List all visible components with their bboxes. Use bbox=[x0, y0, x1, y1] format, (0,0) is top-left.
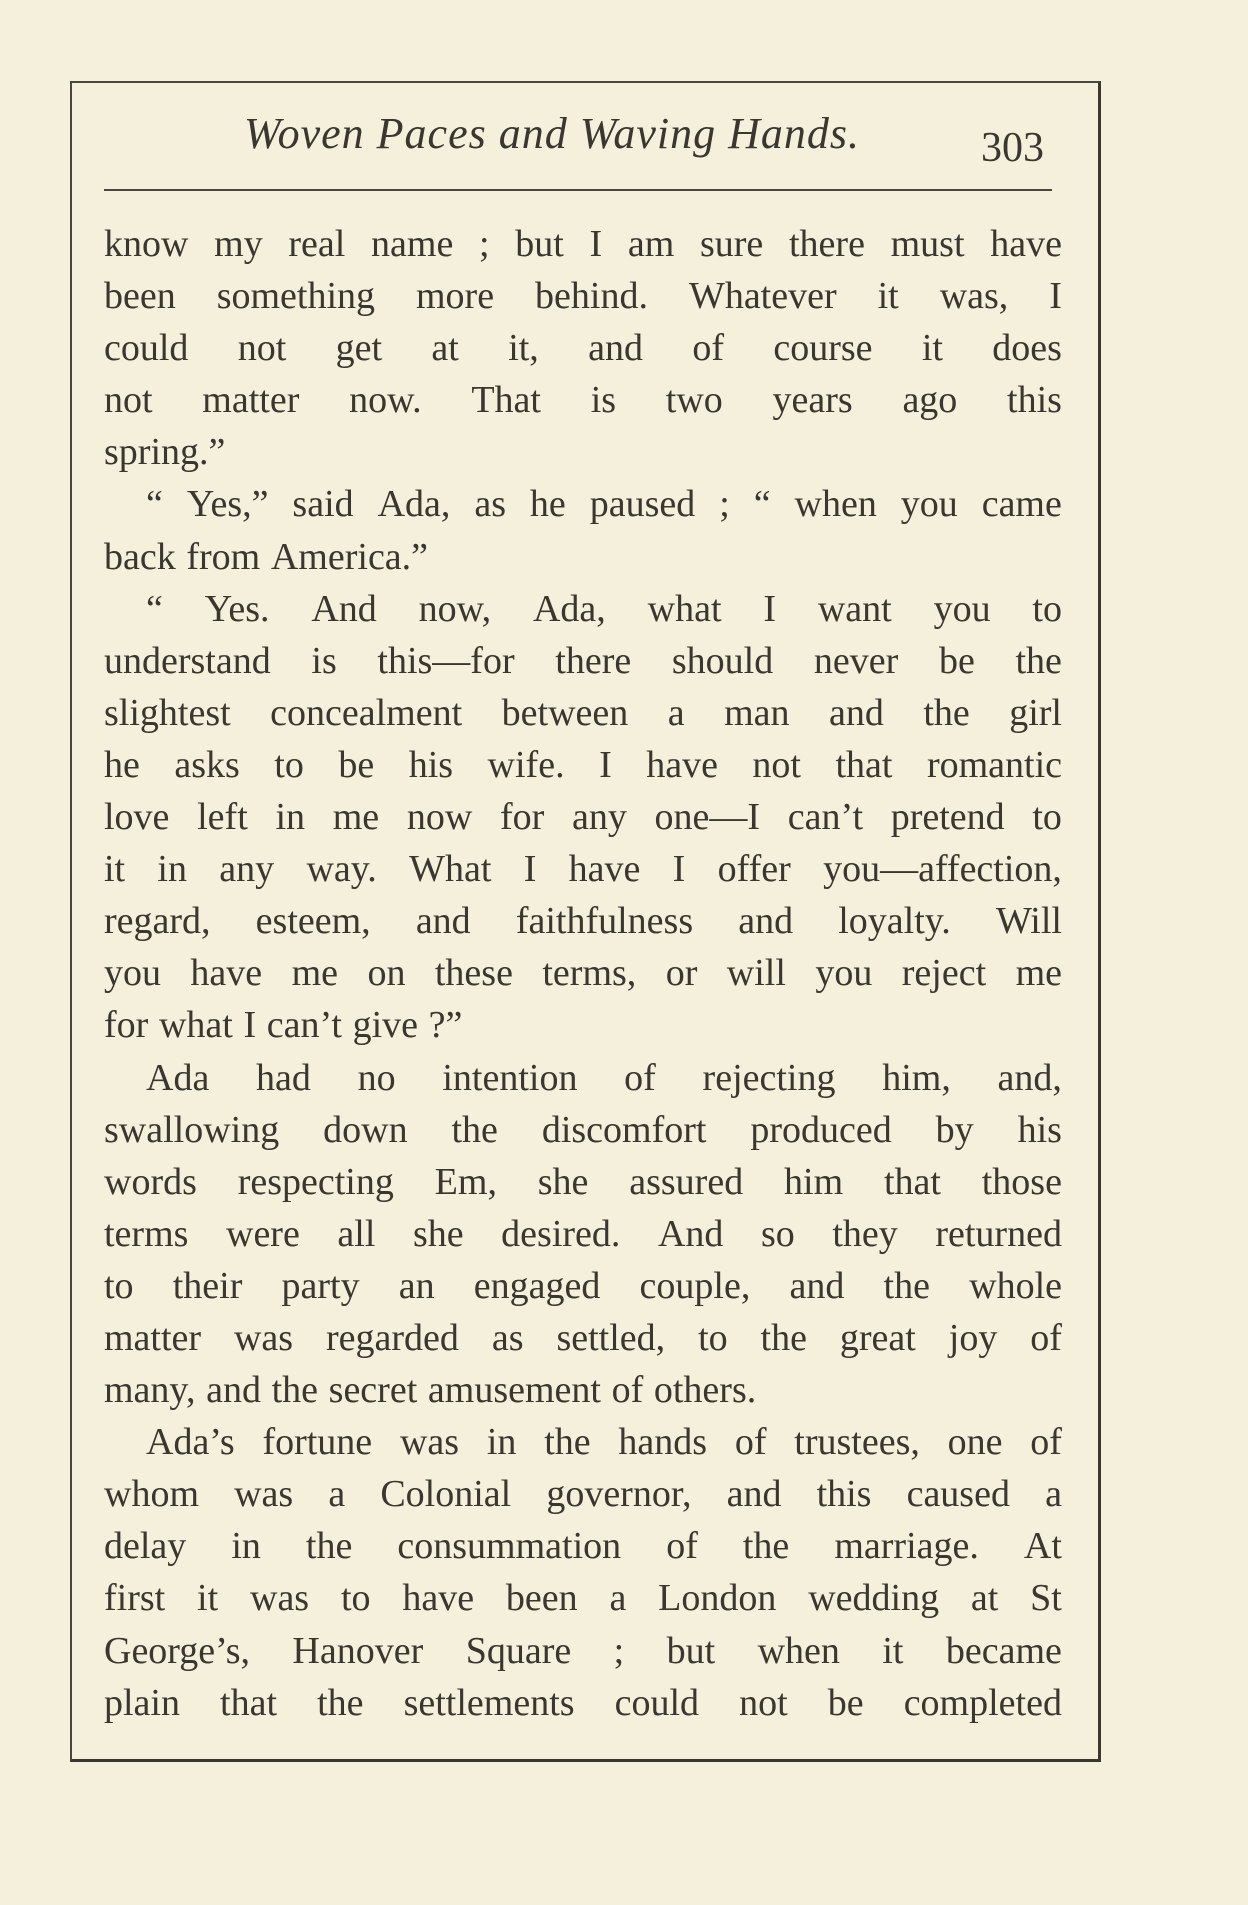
word: I bbox=[523, 848, 537, 891]
page-number: 303 bbox=[981, 125, 1044, 171]
text-line bbox=[104, 1260, 1062, 1312]
word: ; bbox=[613, 1629, 625, 1672]
word: I bbox=[1049, 275, 1062, 318]
running-header bbox=[104, 108, 1054, 171]
word: I bbox=[599, 743, 612, 786]
word: marriage. bbox=[834, 1525, 979, 1568]
word: sure bbox=[699, 223, 764, 265]
word: rejecting bbox=[702, 1056, 836, 1099]
word: what bbox=[647, 587, 722, 630]
word: between bbox=[501, 691, 629, 734]
word: Hanover bbox=[292, 1629, 424, 1672]
word: by bbox=[935, 1108, 974, 1151]
word: been bbox=[505, 1577, 578, 1620]
word: it bbox=[882, 1629, 904, 1672]
word: of bbox=[1030, 1316, 1062, 1359]
word: terms, bbox=[542, 952, 637, 995]
word: I bbox=[672, 848, 686, 891]
word: in bbox=[275, 796, 306, 839]
word: one—I bbox=[654, 796, 761, 839]
word: paused bbox=[589, 483, 696, 526]
word: their bbox=[172, 1264, 243, 1307]
word: want bbox=[817, 587, 892, 630]
word: were bbox=[226, 1212, 300, 1255]
word: party bbox=[281, 1264, 360, 1307]
word: said bbox=[292, 483, 354, 526]
word: to bbox=[274, 743, 304, 786]
word: know bbox=[104, 223, 189, 265]
word: caused bbox=[906, 1473, 1010, 1516]
word: produced bbox=[750, 1108, 892, 1151]
word: can’t bbox=[266, 1004, 342, 1047]
word: faithfulness bbox=[515, 900, 694, 943]
text-line bbox=[104, 739, 1062, 791]
text-line bbox=[104, 1416, 1062, 1468]
text-line bbox=[104, 1156, 1062, 1208]
word: be bbox=[338, 743, 375, 786]
word: fortune bbox=[262, 1421, 373, 1464]
word: to bbox=[340, 1577, 371, 1620]
word: amusement bbox=[427, 1369, 601, 1412]
text-line bbox=[104, 1572, 1062, 1624]
word: was bbox=[250, 1577, 310, 1620]
word: Yes,” bbox=[186, 483, 269, 526]
word: loyalty. bbox=[838, 900, 951, 943]
word: settled, bbox=[556, 1316, 666, 1359]
word: matter bbox=[202, 379, 300, 422]
word: returned bbox=[935, 1212, 1062, 1255]
word: you bbox=[933, 587, 991, 630]
word: Square bbox=[465, 1629, 572, 1672]
word: give bbox=[352, 1004, 419, 1047]
word: been bbox=[104, 275, 176, 318]
text-line bbox=[104, 999, 1062, 1051]
word: romantic bbox=[926, 743, 1062, 786]
word: she bbox=[412, 1212, 464, 1255]
word: way. bbox=[306, 848, 377, 891]
running-title: Woven Paces and Waving Hands. bbox=[244, 109, 860, 158]
word: it bbox=[921, 327, 943, 370]
word: intention bbox=[442, 1056, 578, 1099]
word: all bbox=[337, 1212, 376, 1255]
word: that bbox=[835, 743, 893, 786]
word: desired. bbox=[501, 1212, 621, 1255]
word: consummation bbox=[397, 1525, 622, 1568]
word: and bbox=[588, 327, 644, 370]
word: America.” bbox=[270, 535, 429, 578]
header-rule bbox=[104, 189, 1052, 191]
word: there bbox=[555, 639, 632, 682]
word: never bbox=[813, 639, 899, 682]
text-line bbox=[104, 374, 1062, 426]
word: must bbox=[890, 223, 965, 265]
word: something bbox=[216, 275, 376, 318]
word: as bbox=[474, 483, 506, 526]
word: she bbox=[537, 1160, 589, 1203]
word: many, bbox=[104, 1369, 196, 1412]
word: slightest bbox=[104, 691, 231, 734]
word: “ bbox=[146, 483, 163, 526]
word: was bbox=[234, 1473, 294, 1516]
word: matter bbox=[104, 1316, 202, 1359]
word: down bbox=[323, 1108, 408, 1151]
word: couple, bbox=[639, 1264, 751, 1307]
word: in bbox=[486, 1421, 517, 1464]
word: could bbox=[104, 327, 189, 370]
word: ago bbox=[902, 379, 958, 422]
word: the bbox=[317, 1681, 364, 1724]
word: there bbox=[788, 223, 865, 265]
word: these bbox=[434, 952, 513, 995]
word: delay bbox=[104, 1525, 187, 1568]
word: at bbox=[431, 327, 459, 370]
word: not bbox=[104, 379, 153, 422]
word: swallowing bbox=[104, 1108, 280, 1151]
word: he bbox=[104, 743, 140, 786]
word: at bbox=[970, 1577, 999, 1620]
text-line bbox=[104, 1208, 1062, 1260]
word: to bbox=[1032, 587, 1062, 630]
word: Whatever bbox=[688, 275, 837, 318]
word: Yes. bbox=[204, 587, 270, 630]
word: offer bbox=[717, 848, 791, 891]
word: I bbox=[763, 587, 777, 630]
word: the bbox=[1015, 639, 1062, 682]
word: course bbox=[773, 327, 873, 370]
text-line bbox=[104, 947, 1062, 999]
word: was bbox=[233, 1316, 294, 1359]
word: a bbox=[667, 691, 685, 734]
word: more bbox=[416, 275, 495, 318]
word: was bbox=[399, 1421, 460, 1464]
word: to bbox=[1032, 796, 1062, 839]
word: George’s, bbox=[104, 1629, 250, 1672]
word: his bbox=[408, 743, 454, 786]
word: of bbox=[692, 327, 724, 370]
word: from bbox=[186, 535, 261, 578]
body-text bbox=[104, 218, 1062, 1729]
word: assured bbox=[629, 1160, 744, 1203]
word: joy bbox=[948, 1316, 998, 1359]
text-line bbox=[104, 895, 1062, 947]
word: That bbox=[471, 379, 541, 422]
word: so bbox=[760, 1212, 795, 1255]
word: the bbox=[742, 1525, 790, 1568]
word: of bbox=[624, 1056, 656, 1099]
word: the bbox=[451, 1108, 498, 1151]
word: you—affection, bbox=[823, 848, 1062, 891]
word: spring.” bbox=[104, 431, 226, 474]
word: as bbox=[491, 1316, 524, 1359]
word: Ada, bbox=[377, 483, 451, 526]
text-line bbox=[104, 1468, 1062, 1520]
word: it bbox=[104, 848, 126, 891]
word: the bbox=[544, 1421, 591, 1464]
word: regarded bbox=[326, 1316, 459, 1359]
word: my bbox=[214, 223, 263, 265]
word: of bbox=[734, 1421, 767, 1464]
word: for bbox=[499, 796, 545, 839]
word: ?” bbox=[428, 1004, 463, 1047]
word: real bbox=[288, 223, 346, 265]
word: Em, bbox=[434, 1160, 497, 1203]
word: what bbox=[158, 1004, 233, 1047]
word: secret bbox=[328, 1369, 418, 1412]
word: and bbox=[726, 1473, 782, 1516]
text-line bbox=[104, 1364, 1062, 1416]
word: understand bbox=[104, 639, 271, 682]
word: you bbox=[900, 483, 958, 526]
word: an bbox=[398, 1264, 435, 1307]
word: the bbox=[923, 691, 970, 734]
word: esteem, bbox=[255, 900, 371, 943]
text-line bbox=[104, 843, 1062, 895]
text-line bbox=[104, 1677, 1062, 1729]
word: can’t bbox=[787, 796, 864, 839]
word: trustees, bbox=[794, 1421, 920, 1464]
word: you bbox=[815, 952, 873, 995]
word: Colonial bbox=[380, 1473, 512, 1516]
word: have bbox=[646, 743, 718, 786]
word: but bbox=[666, 1629, 716, 1672]
text-line bbox=[104, 426, 1062, 478]
word: to bbox=[698, 1316, 728, 1359]
word: ; bbox=[719, 483, 730, 526]
word: And bbox=[657, 1212, 724, 1255]
word: settlements bbox=[403, 1681, 575, 1724]
word: when bbox=[757, 1629, 840, 1672]
word: hands bbox=[618, 1421, 708, 1464]
word: on bbox=[367, 952, 406, 995]
word: be bbox=[827, 1681, 864, 1724]
text-line bbox=[104, 635, 1062, 687]
text-line bbox=[104, 687, 1062, 739]
word: completed bbox=[903, 1681, 1062, 1724]
text-line bbox=[104, 270, 1062, 322]
word: it bbox=[877, 275, 899, 318]
text-line bbox=[104, 218, 1062, 270]
word: Will bbox=[995, 900, 1062, 943]
word: engaged bbox=[473, 1264, 601, 1307]
word: wife. bbox=[487, 743, 565, 786]
word: those bbox=[981, 1160, 1062, 1203]
word: any bbox=[571, 796, 627, 839]
text-line bbox=[104, 791, 1062, 843]
word: came bbox=[981, 483, 1062, 526]
word: not bbox=[752, 743, 801, 786]
word: me bbox=[332, 796, 380, 839]
word: St bbox=[1030, 1577, 1062, 1620]
word: of bbox=[666, 1525, 698, 1568]
word: not bbox=[739, 1681, 788, 1724]
word: What bbox=[409, 848, 492, 891]
word: for bbox=[104, 1004, 149, 1047]
text-line bbox=[104, 322, 1062, 374]
word: could bbox=[614, 1681, 700, 1724]
word: and bbox=[828, 691, 884, 734]
text-line bbox=[104, 531, 1062, 583]
word: At bbox=[1023, 1525, 1062, 1568]
word: years bbox=[772, 379, 853, 422]
word: two bbox=[665, 379, 723, 422]
word: in bbox=[157, 848, 187, 891]
word: governor, bbox=[546, 1473, 692, 1516]
word: a bbox=[609, 1577, 627, 1620]
word: that bbox=[883, 1160, 941, 1203]
word: whom bbox=[104, 1473, 199, 1516]
word: will bbox=[726, 952, 786, 995]
word: girl bbox=[1009, 691, 1062, 734]
word: I bbox=[243, 1004, 257, 1047]
word: have bbox=[990, 223, 1062, 265]
word: him, bbox=[882, 1056, 951, 1099]
text-line bbox=[104, 1625, 1062, 1677]
word: he bbox=[529, 483, 566, 526]
word: but bbox=[515, 223, 564, 265]
word: his bbox=[1017, 1108, 1062, 1151]
word: and bbox=[206, 1369, 261, 1412]
word: Ada’s bbox=[146, 1421, 235, 1464]
word: the bbox=[883, 1264, 930, 1307]
word: be bbox=[938, 639, 975, 682]
word: a bbox=[1045, 1473, 1062, 1516]
word: now, bbox=[418, 587, 492, 630]
word: terms bbox=[104, 1212, 189, 1255]
word: or bbox=[665, 952, 698, 995]
word: now. bbox=[349, 379, 422, 422]
word: in bbox=[231, 1525, 261, 1568]
word: words bbox=[104, 1160, 197, 1203]
word: me bbox=[1015, 952, 1062, 995]
word: name bbox=[371, 223, 454, 265]
word: and bbox=[415, 900, 471, 943]
word: this bbox=[1007, 379, 1062, 422]
word: me bbox=[291, 952, 339, 995]
word: first bbox=[104, 1577, 166, 1620]
word: behind. bbox=[535, 275, 648, 318]
word: “ bbox=[146, 587, 163, 630]
word: it bbox=[197, 1577, 219, 1620]
word: asks bbox=[174, 743, 240, 786]
word: reject bbox=[901, 952, 987, 995]
word: to bbox=[104, 1264, 134, 1307]
word: concealment bbox=[270, 691, 463, 734]
word: no bbox=[357, 1056, 396, 1099]
word: you bbox=[104, 952, 161, 995]
word: and bbox=[738, 900, 794, 943]
word: was, bbox=[939, 275, 1009, 318]
word: Ada, bbox=[532, 587, 606, 630]
text-line bbox=[104, 1104, 1062, 1156]
word: this—for bbox=[377, 639, 515, 682]
word: the bbox=[305, 1525, 353, 1568]
word: have bbox=[402, 1577, 475, 1620]
word: had bbox=[256, 1056, 311, 1099]
word: have bbox=[568, 848, 641, 891]
word: London bbox=[658, 1577, 777, 1620]
word: I bbox=[589, 223, 603, 265]
text-line bbox=[104, 583, 1062, 635]
word: regard, bbox=[104, 900, 211, 943]
word: love bbox=[104, 796, 170, 839]
word: man bbox=[724, 691, 790, 734]
word: is bbox=[311, 639, 337, 682]
word: of bbox=[1030, 1421, 1062, 1464]
word: is bbox=[590, 379, 617, 422]
word: and bbox=[789, 1264, 845, 1307]
word: now bbox=[406, 796, 473, 839]
word: the bbox=[760, 1316, 807, 1359]
word: plain bbox=[104, 1681, 180, 1724]
text-line bbox=[104, 478, 1062, 530]
word: ; bbox=[479, 223, 490, 265]
word: it, bbox=[508, 327, 539, 370]
word: a bbox=[328, 1473, 346, 1516]
word: have bbox=[190, 952, 263, 995]
word: pretend bbox=[890, 796, 1005, 839]
text-line bbox=[104, 1312, 1062, 1364]
word: any bbox=[219, 848, 275, 891]
word: respecting bbox=[237, 1160, 394, 1203]
word: wedding bbox=[808, 1577, 940, 1620]
word: does bbox=[992, 327, 1062, 370]
word: the bbox=[271, 1369, 319, 1412]
text-line bbox=[104, 1520, 1062, 1572]
word: discomfort bbox=[541, 1108, 707, 1151]
word: left bbox=[197, 796, 248, 839]
word: him bbox=[784, 1160, 844, 1203]
word: one bbox=[947, 1421, 1003, 1464]
word: whole bbox=[969, 1264, 1062, 1307]
text-line bbox=[104, 1052, 1062, 1104]
word: am bbox=[627, 223, 675, 265]
word: others. bbox=[653, 1369, 757, 1412]
word: should bbox=[671, 639, 774, 682]
word: Ada bbox=[146, 1056, 210, 1099]
word: “ bbox=[753, 483, 771, 526]
word: back bbox=[104, 535, 176, 578]
word: and, bbox=[997, 1056, 1062, 1099]
word: they bbox=[832, 1212, 898, 1255]
word: this bbox=[816, 1473, 872, 1516]
word: became bbox=[945, 1629, 1062, 1672]
word: And bbox=[311, 587, 377, 630]
word: not bbox=[237, 327, 287, 370]
word: that bbox=[220, 1681, 278, 1724]
word: get bbox=[335, 327, 383, 370]
word: great bbox=[839, 1316, 916, 1359]
word: when bbox=[794, 483, 877, 526]
word: of bbox=[611, 1369, 644, 1412]
